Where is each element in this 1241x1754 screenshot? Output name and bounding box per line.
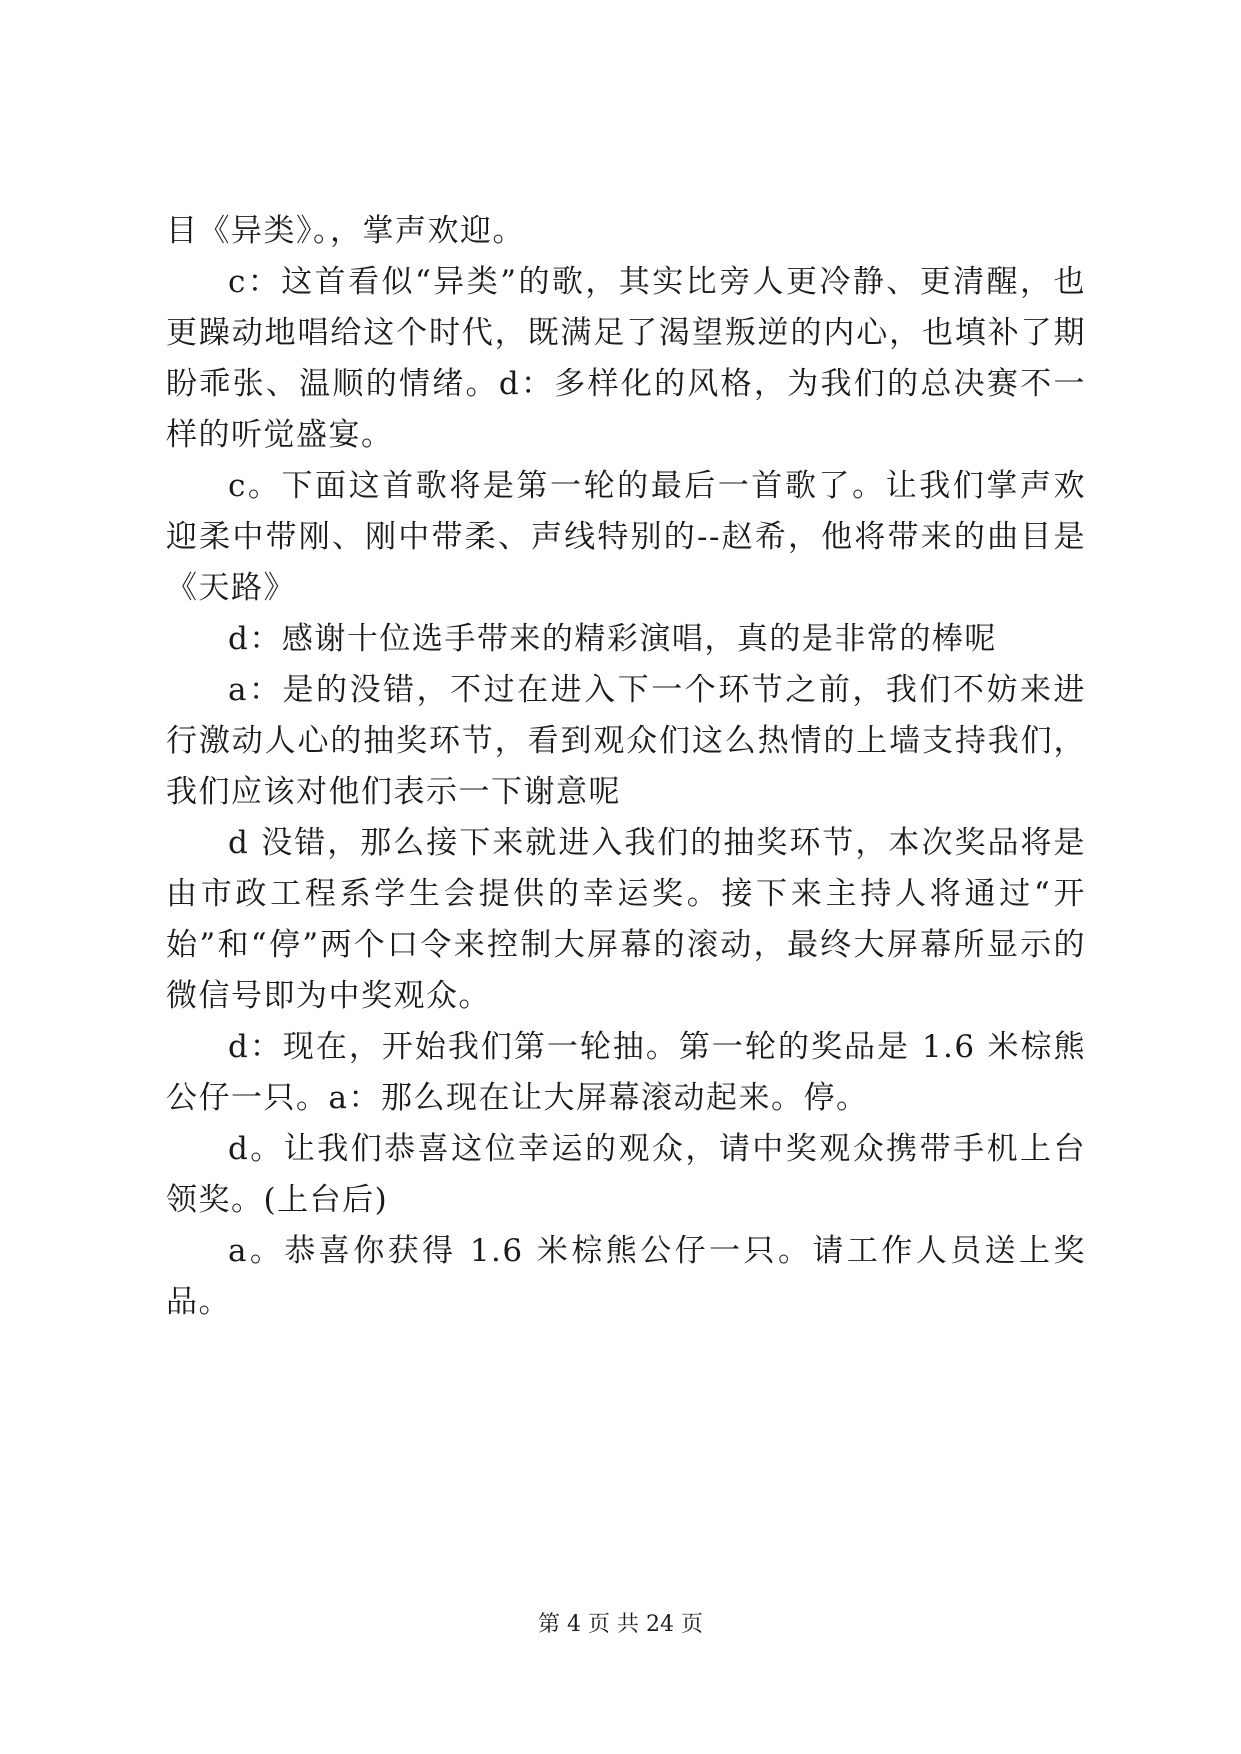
paragraph-1: 目《异类》。，掌声欢迎。 bbox=[166, 213, 525, 249]
paragraph-4: d：感谢十位选手带来的精彩演唱，真的是非常的棒呢 bbox=[228, 621, 997, 657]
paragraph-7: d：现在，开始我们第一轮抽。第一轮的奖品是 1.6 米棕熊公仔一只。a：那么现在让大屏幕滚动起来。停。 bbox=[166, 1029, 1086, 1116]
paragraph-8: d。让我们恭喜这位幸运的观众，请中奖观众携带手机上台领奖。(上台后) bbox=[166, 1131, 1086, 1218]
body-text bbox=[166, 206, 1086, 1328]
paragraph-6: d 没错，那么接下来就进入我们的抽奖环节，本次奖品将是由市政工程系学生会提供的幸运奖。接下来主持人将通过“开始”和“停”两个口令来控制大屏幕的滚动，最终大屏幕所显示的微信号即为中奖观众。 bbox=[166, 825, 1086, 1014]
page-footer: 第 4 页 共 24 页 bbox=[538, 1612, 703, 1637]
paragraph-9: a。恭喜你获得 1.6 米棕熊公仔一只。请工作人员送上奖品。 bbox=[166, 1233, 1086, 1320]
paragraph-5: a：是的没错，不过在进入下一个环节之前，我们不妨来进行激动人心的抽奖环节，看到观众们这么热情的上墙支持我们，我们应该对他们表示一下谢意呢 bbox=[166, 672, 1086, 810]
paragraph-2: c：这首看似“异类”的歌，其实比旁人更冷静、更清醒，也更躁动地唱给这个时代，既满足了渴望叛逆的内心，也填补了期盼乖张、温顺的情绪。d：多样化的风格，为我们的总决赛不一样的听觉盛宴。 bbox=[166, 264, 1086, 453]
paragraph-3: c。下面这首歌将是第一轮的最后一首歌了。让我们掌声欢迎柔中带刚、刚中带柔、声线特别的--赵希，他将带来的曲目是《天路》 bbox=[166, 468, 1086, 606]
